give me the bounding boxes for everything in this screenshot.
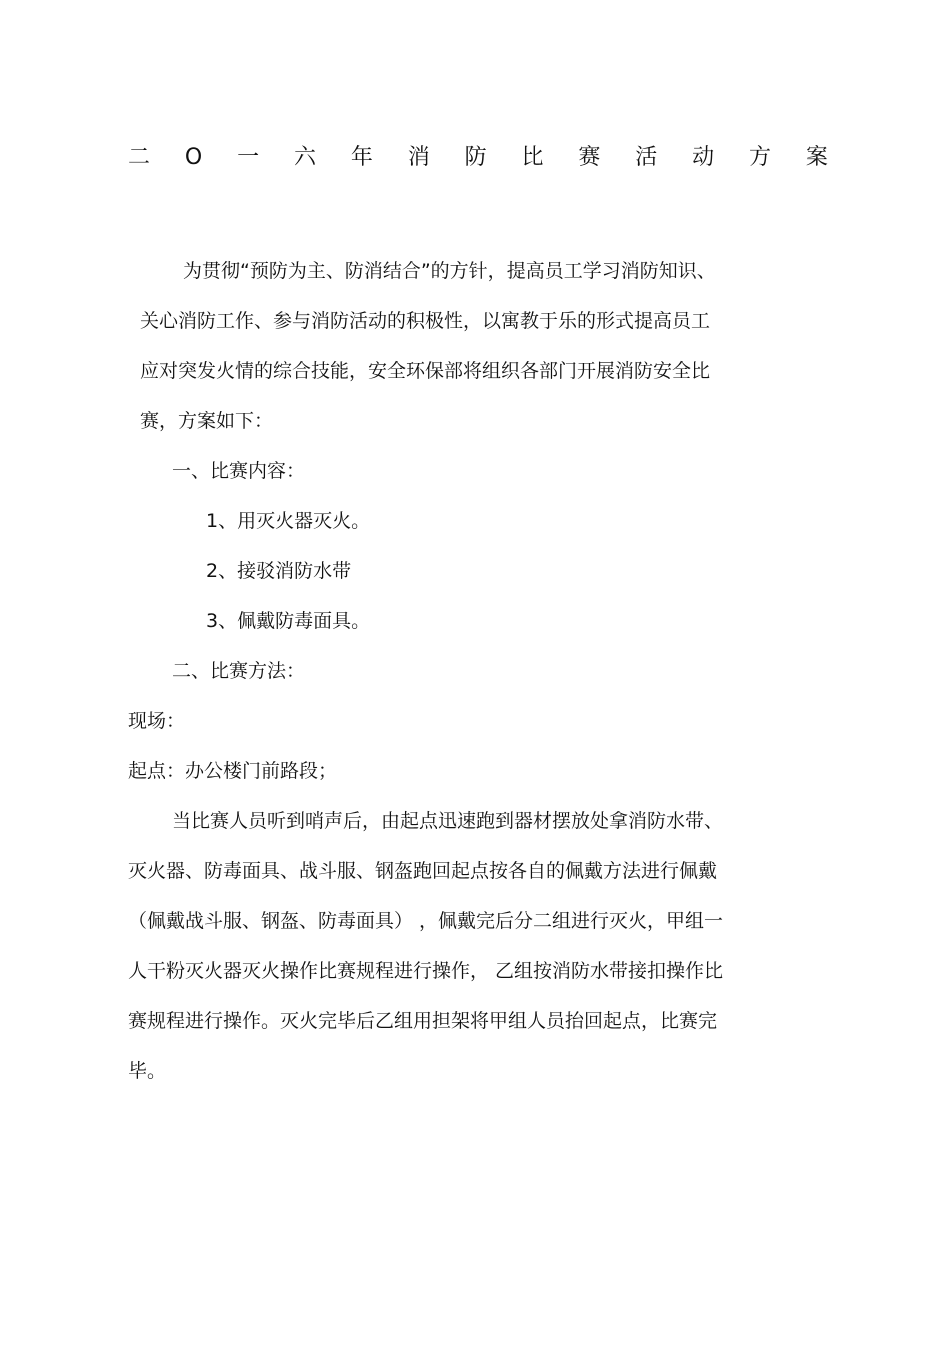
start-point: 起点：办公楼门前路段；	[128, 760, 338, 782]
title-char: O	[184, 145, 203, 170]
intro-line: 赛，方案如下：	[140, 410, 274, 432]
section-heading-content: 一、比赛内容：	[172, 460, 306, 482]
title-char: 年	[350, 145, 373, 170]
title-char: 六	[293, 145, 316, 170]
method-line: 赛规程进行操作。灭火完毕后乙组用担架将甲组人员抬回起点，比赛完	[128, 1010, 718, 1032]
intro-line: 应对突发火情的综合技能，安全环保部将组织各部门开展消防安全比	[140, 360, 711, 382]
list-item: 2、接驳消防水带	[206, 560, 352, 582]
title-char: 方	[748, 145, 771, 170]
title-char: 活	[635, 145, 658, 170]
title-char: 赛	[578, 145, 601, 170]
method-line: 毕。	[128, 1060, 167, 1082]
title-char: 比	[521, 145, 544, 170]
section-heading-method: 二、比赛方法：	[172, 660, 306, 682]
title-char: 二	[128, 145, 151, 170]
intro-line: 为贯彻“预防为主、防消结合”的方针，提高员工学习消防知识、	[183, 260, 716, 282]
method-line: （佩戴战斗服、钢盔、防毒面具） ，佩戴完后分二组进行灭火，甲组一	[128, 910, 724, 932]
list-item: 1、用灭火器灭火。	[206, 510, 371, 532]
title-char: 一	[237, 145, 260, 170]
title-char: 案	[805, 145, 828, 170]
method-line: 人干粉灭火器灭火操作比赛规程进行操作， 乙组按消防水带接扣操作比	[128, 960, 724, 982]
title-char: 防	[464, 145, 487, 170]
method-line: 当比赛人员听到哨声后，由起点迅速跑到器材摆放处拿消防水带、	[172, 810, 724, 832]
site-label: 现场：	[128, 710, 186, 732]
title-char: 消	[407, 145, 430, 170]
list-item: 3、佩戴防毒面具。	[206, 610, 371, 632]
document-title	[128, 140, 828, 176]
intro-line: 关心消防工作、参与消防活动的积极性，以寓教于乐的形式提高员工	[140, 310, 711, 332]
title-char: 动	[692, 145, 715, 170]
method-line: 灭火器、防毒面具、战斗服、钢盔跑回起点按各自的佩戴方法进行佩戴	[128, 860, 718, 882]
